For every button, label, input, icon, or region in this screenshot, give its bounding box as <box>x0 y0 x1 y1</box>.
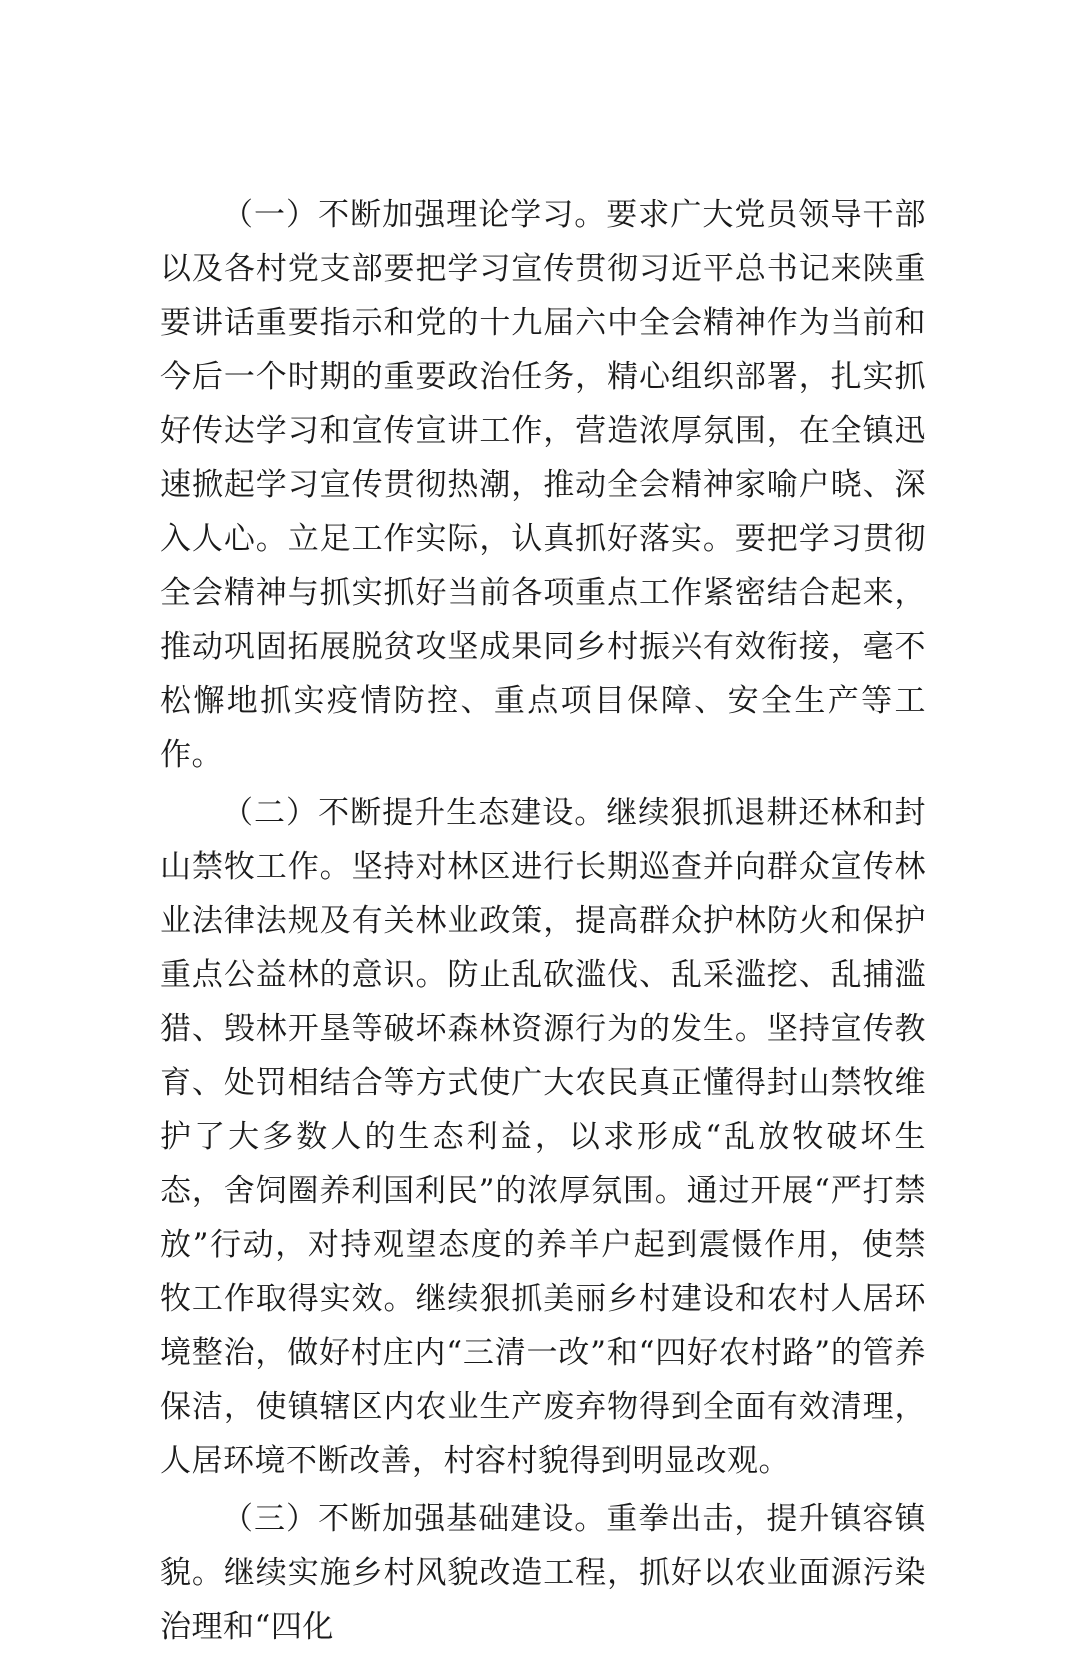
paragraph-theory-study: （一）不断加强理论学习。要求广大党员领导干部以及各村党支部要把学习宣传贯彻习近平总书记来陕重要讲话重要指示和党的十九届六中全会精神作为当前和今后一个时期的重要政治任务，精心组织部署，扎实抓好传达学习和宣传宣讲工作，营造浓厚氛围，在全镇迅速掀起学习宣传贯彻热潮，推动全会精神家喻户晓、深入人心。立足工作实际，认真抓好落实。要把学习贯彻全会精神与抓实抓好当前各项重点工作紧密结合起来，推动巩固拓展脱贫攻坚成果同乡村振兴有效衔接，毫不松懈地抓实疫情防控、重点项目保障、安全生产等工作。 <box>160 197 926 773</box>
paragraph-infrastructure-construction: （三）不断加强基础建设。重拳出击，提升镇容镇貌。继续实施乡村风貌改造工程，抓好以农业面源污染治理和“四化 <box>160 1501 926 1645</box>
paragraph-ecology-construction: （二）不断提升生态建设。继续狠抓退耕还林和封山禁牧工作。坚持对林区进行长期巡查并向群众宣传林业法律法规及有关林业政策，提高群众护林防火和保护重点公益林的意识。防止乱砍滥伐、乱采滥挖、乱捕滥猎、毁林开垦等破坏森林资源行为的发生。坚持宣传教育、处罚相结合等方式使广大农民真正懂得封山禁牧维护了大多数人的生态利益，以求形成“乱放牧破坏生态，舍饲圈养利国利民”的浓厚氛围。通过开展“严打禁放”行动，对持观望态度的养羊户起到震慑作用，使禁牧工作取得实效。继续狠抓美丽乡村建设和农村人居环境整治，做好村庄内“三清一改”和“四好农村路”的管养保洁，使镇辖区内农业生产废弃物得到全面有效清理，人居环境不断改善，村容村貌得到明显改观。 <box>160 795 926 1479</box>
document-body <box>160 188 926 1654</box>
